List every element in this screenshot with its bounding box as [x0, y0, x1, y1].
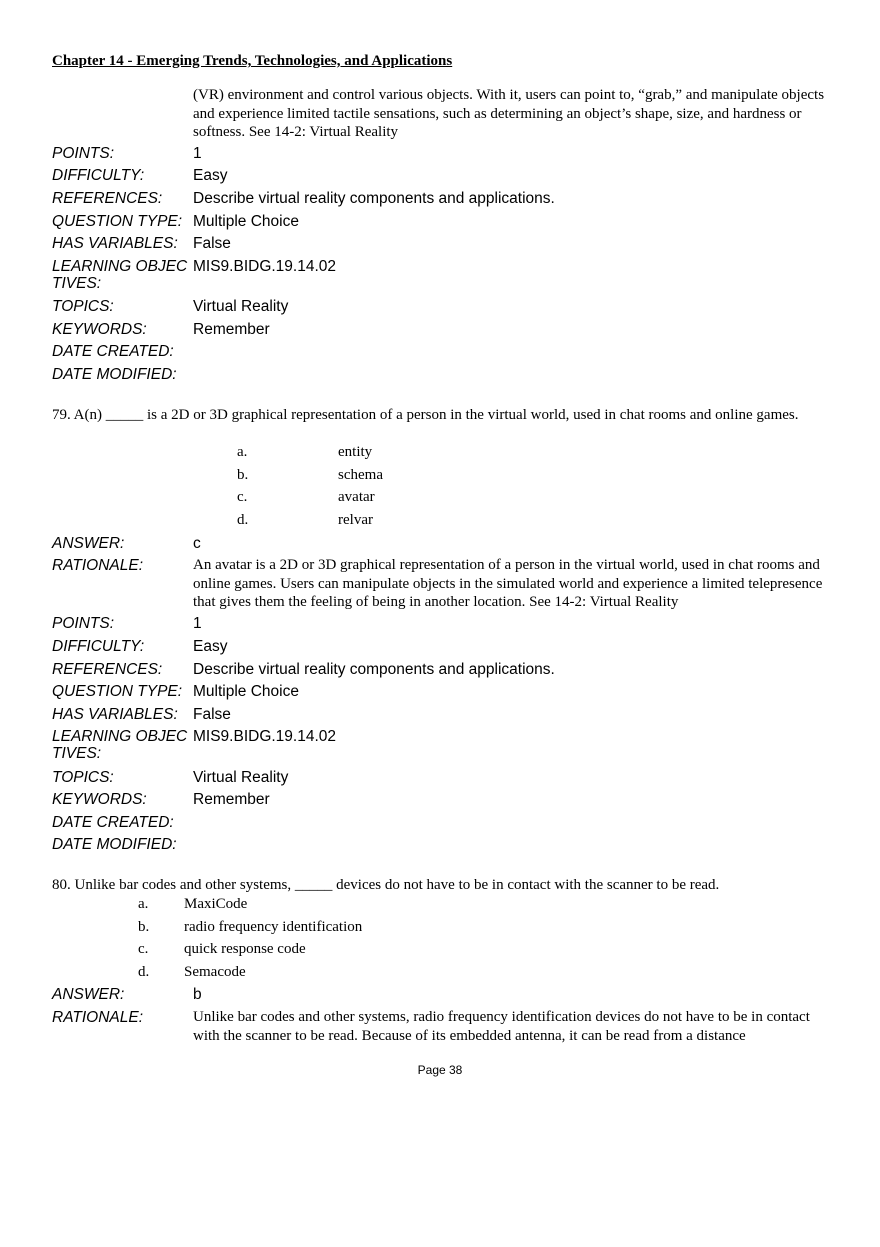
- q79-learning-objectives-label: LEARNING OBJECTIVES:: [52, 728, 188, 762]
- page-number: Page 38: [417, 1063, 463, 1077]
- q78-points-value: 1: [193, 145, 202, 162]
- q79-option-d-letter: d.: [237, 512, 249, 528]
- q80-option-d-text: Semacode: [184, 964, 246, 980]
- q79-has-variables-label: HAS VARIABLES:: [52, 706, 178, 723]
- q78-question-type-label: QUESTION TYPE:: [52, 213, 183, 230]
- q79-option-b-text: schema: [338, 467, 383, 483]
- q79-answer-value: c: [193, 535, 201, 552]
- q78-date-modified-label: DATE MODIFIED:: [52, 366, 177, 383]
- q79-topics-value: Virtual Reality: [193, 769, 289, 786]
- q80-option-b-letter: b.: [138, 919, 150, 935]
- q79-option-a-letter: a.: [237, 444, 248, 460]
- q78-rationale-continuation: (VR) environment and control various objects. With it, users can point to, “grab,” and manipulate objects and experience limited tactile sensations, such as determining an object’s shape, size, and hardness or softness. See 14-2: Virtual Reality: [193, 87, 825, 140]
- q78-learning-objectives-value: MIS9.BIDG.19.14.02: [193, 258, 337, 275]
- q79-keywords-value: Remember: [193, 791, 270, 808]
- q79-option-b-letter: b.: [237, 467, 249, 483]
- q80-question: 80. Unlike bar codes and other systems, _____ devices do not have to be in contact with the scanner to be read.: [52, 877, 720, 893]
- q79-question-type-value: Multiple Choice: [193, 683, 299, 700]
- q79-has-variables-value: False: [193, 706, 231, 723]
- q79-option-a-text: entity: [338, 444, 373, 460]
- q79-points-label: POINTS:: [52, 615, 115, 632]
- q80-option-a-text: MaxiCode: [184, 896, 248, 912]
- q79-option-c-text: avatar: [338, 489, 375, 505]
- chapter-header: Chapter 14 - Emerging Trends, Technologies, and Applications: [52, 53, 453, 69]
- q79-question: 79. A(n) _____ is a 2D or 3D graphical representation of a person in the virtual world, used in chat rooms and online games.: [52, 407, 799, 423]
- q78-has-variables-value: False: [193, 235, 231, 252]
- q79-date-modified-label: DATE MODIFIED:: [52, 836, 177, 853]
- q78-points-label: POINTS:: [52, 145, 115, 162]
- q79-option-c-letter: c.: [237, 489, 248, 505]
- q79-references-label: REFERENCES:: [52, 661, 163, 678]
- q79-date-created-label: DATE CREATED:: [52, 814, 174, 831]
- q80-answer-label: ANSWER:: [52, 986, 125, 1003]
- q78-topics-value: Virtual Reality: [193, 298, 289, 315]
- q78-has-variables-label: HAS VARIABLES:: [52, 235, 178, 252]
- q78-keywords-label: KEYWORDS:: [52, 321, 147, 338]
- q78-topics-label: TOPICS:: [52, 298, 114, 315]
- q80-rationale-text: Unlike bar codes and other systems, radio frequency identification devices do not have to be in contact with the scanner to be read. Because of its embedded antenna, it can be read from a distance: [193, 1009, 810, 1044]
- q79-question-type-label: QUESTION TYPE:: [52, 683, 183, 700]
- q79-difficulty-label: DIFFICULTY:: [52, 638, 145, 655]
- q79-references-value: Describe virtual reality components and applications.: [193, 661, 555, 678]
- q78-references-value: Describe virtual reality components and applications.: [193, 190, 555, 207]
- q78-learning-objectives-label: LEARNING OBJECTIVES:: [52, 258, 188, 292]
- q79-rationale-text: An avatar is a 2D or 3D graphical representation of a person in the virtual world, used in chat rooms and online games. Users can manipulate objects in the simulated world and experience a limited telepresence that gives them the feeling of being in another location. See 14-2: Virtual Reality: [193, 557, 823, 610]
- q79-difficulty-value: Easy: [193, 638, 228, 655]
- q79-rationale-label: RATIONALE:: [52, 557, 144, 574]
- q79-answer-label: ANSWER:: [52, 535, 125, 552]
- q78-date-created-label: DATE CREATED:: [52, 343, 174, 360]
- q80-option-c-text: quick response code: [184, 941, 306, 957]
- q80-option-b-text: radio frequency identification: [184, 919, 363, 935]
- q79-points-value: 1: [193, 615, 202, 632]
- q80-rationale-label: RATIONALE:: [52, 1009, 144, 1026]
- q80-option-a-letter: a.: [138, 896, 149, 912]
- q79-learning-objectives-value: MIS9.BIDG.19.14.02: [193, 728, 337, 745]
- q80-answer-value: b: [193, 986, 202, 1003]
- q78-references-label: REFERENCES:: [52, 190, 163, 207]
- q78-difficulty-label: DIFFICULTY:: [52, 167, 145, 184]
- q78-keywords-value: Remember: [193, 321, 270, 338]
- q80-option-d-letter: d.: [138, 964, 150, 980]
- q79-option-d-text: relvar: [338, 512, 373, 528]
- q79-keywords-label: KEYWORDS:: [52, 791, 147, 808]
- q80-option-c-letter: c.: [138, 941, 149, 957]
- q78-difficulty-value: Easy: [193, 167, 228, 184]
- q79-topics-label: TOPICS:: [52, 769, 114, 786]
- q78-question-type-value: Multiple Choice: [193, 213, 299, 230]
